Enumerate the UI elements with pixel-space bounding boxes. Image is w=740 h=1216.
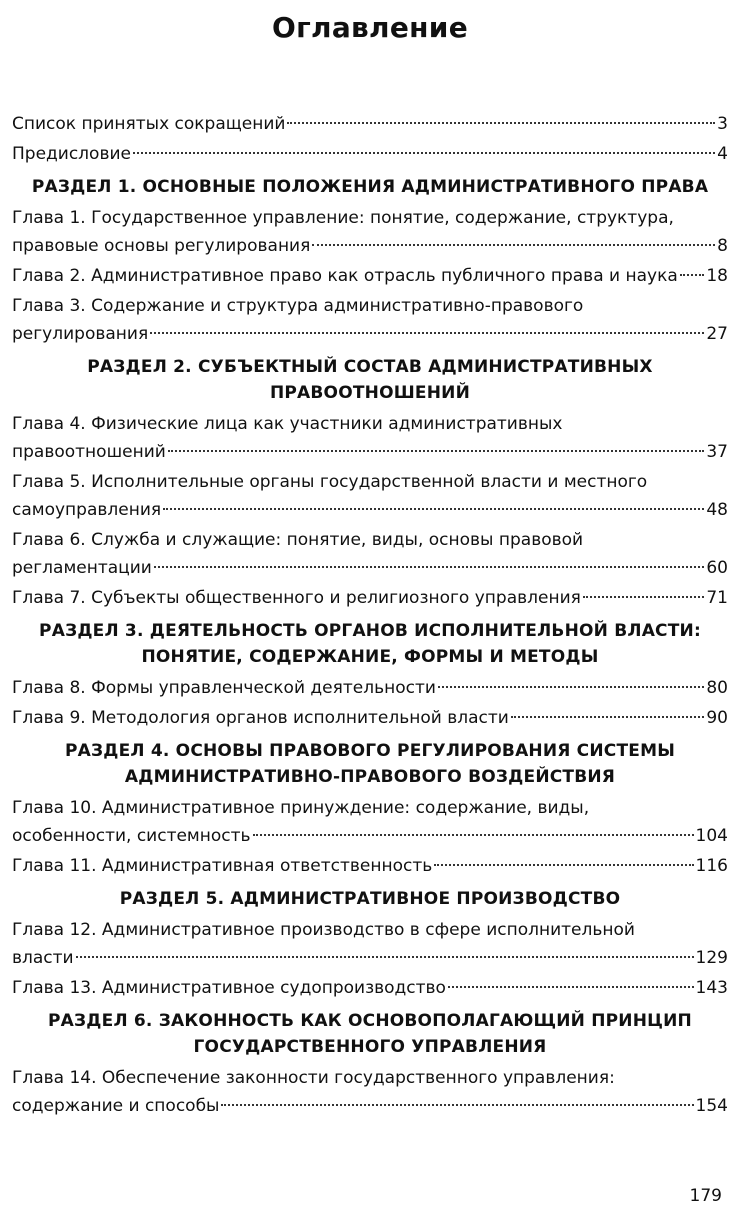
toc-entry-text: Глава 7. Субъекты общественного и религиозного управления (12, 588, 581, 608)
sections-container (12, 174, 728, 1120)
section-heading-line: РАЗДЕЛ 4. ОСНОВЫ ПРАВОВОГО РЕГУЛИРОВАНИЯ СИСТЕМЫ (64, 741, 676, 761)
toc-entry-text: власти (12, 948, 74, 968)
toc-entry-text: Глава 2. Административное право как отрасль публичного права и наука (12, 266, 678, 286)
table-of-contents (12, 110, 728, 1122)
toc-entry-page: 60 (706, 558, 728, 578)
leader-dots (287, 122, 715, 124)
section-heading-line: ПРАВООТНОШЕНИЙ (269, 383, 471, 403)
toc-entry[interactable] (12, 674, 728, 702)
toc-entry-text: регулирования (12, 324, 149, 344)
toc-entry-text: Глава 11. Административная ответственность (12, 856, 433, 876)
leader-dots (253, 834, 694, 836)
section-heading-line: РАЗДЕЛ 5. АДМИНИСТРАТИВНОЕ ПРОИЗВОДСТВО (119, 889, 621, 909)
section-heading-line: РАЗДЕЛ 1. ОСНОВНЫЕ ПОЛОЖЕНИЯ АДМИНИСТРАТИВНОГО ПРАВА (31, 177, 709, 197)
section-heading-line: ПОНЯТИЕ, СОДЕРЖАНИЕ, ФОРМЫ И МЕТОДЫ (141, 647, 599, 667)
leader-dots (438, 686, 704, 688)
leader-dots (168, 450, 705, 452)
toc-entry-text: регламентации (12, 558, 152, 578)
toc-entry-page: 129 (695, 948, 728, 968)
toc-entry-text: Глава 9. Методология органов исполнительной власти (12, 708, 509, 728)
leader-dots (434, 864, 693, 866)
toc-entry-page: 18 (706, 266, 728, 286)
toc-entry-page: 71 (706, 588, 728, 608)
page-number: 179 (689, 1186, 722, 1206)
section-heading-line: АДМИНИСТРАТИВНО-ПРАВОВОГО ВОЗДЕЙСТВИЯ (124, 767, 616, 787)
leader-dots (76, 956, 694, 958)
section-heading (12, 886, 728, 912)
section-heading (12, 354, 728, 406)
toc-entry-text: правоотношений (12, 442, 166, 462)
toc-entry-text: содержание и способы (12, 1096, 220, 1116)
section-heading (12, 738, 728, 790)
toc-entry-page: 90 (706, 708, 728, 728)
toc-entry[interactable] (12, 704, 728, 732)
leader-dots (312, 244, 715, 246)
toc-entry-text-line1: Глава 10. Административное принуждение: содержание, виды, (12, 798, 590, 818)
toc-entry-page: 37 (706, 442, 728, 462)
toc-entry-page: 3 (717, 114, 728, 134)
toc-entry[interactable] (12, 468, 728, 524)
toc-entry[interactable] (12, 410, 728, 466)
toc-entry-page: 116 (695, 856, 728, 876)
leader-dots (163, 508, 704, 510)
leader-dots (133, 152, 715, 154)
toc-entry[interactable] (12, 794, 728, 850)
section-heading-line: РАЗДЕЛ 3. ДЕЯТЕЛЬНОСТЬ ОРГАНОВ ИСПОЛНИТЕЛЬНОЙ ВЛАСТИ: (39, 621, 701, 641)
toc-entry[interactable] (12, 584, 728, 612)
section-heading (12, 174, 728, 200)
toc-entry-page: 48 (706, 500, 728, 520)
toc-entry-text: Глава 8. Формы управленческой деятельности (12, 678, 436, 698)
section-heading-line: ГОСУДАРСТВЕННОГО УПРАВЛЕНИЯ (193, 1037, 547, 1057)
toc-entry-page: 4 (717, 144, 728, 164)
leader-dots (150, 332, 704, 334)
toc-entry[interactable] (12, 262, 728, 290)
toc-entry-text-line1: Глава 3. Содержание и структура административно-правового (12, 296, 584, 316)
toc-entry-text-line1: Глава 14. Обеспечение законности государственного управления: (12, 1068, 615, 1088)
toc-entry-text: самоуправления (12, 500, 162, 520)
toc-entry[interactable] (12, 292, 728, 348)
toc-entry-page: 143 (695, 978, 728, 998)
section-heading-line: РАЗДЕЛ 2. СУБЪЕКТНЫЙ СОСТАВ АДМИНИСТРАТИВНЫХ (87, 357, 653, 377)
toc-entry-page: 154 (695, 1096, 728, 1116)
toc-entry-text-line1: Глава 12. Административное производство в сфере исполнительной (12, 920, 635, 940)
toc-entry[interactable] (12, 916, 728, 972)
section-heading-line: РАЗДЕЛ 6. ЗАКОННОСТЬ КАК ОСНОВОПОЛАГАЮЩИЙ ПРИНЦИП (48, 1011, 692, 1031)
page-title: Оглавление (271, 11, 468, 44)
leader-dots (583, 596, 705, 598)
leader-dots (511, 716, 705, 718)
toc-entry[interactable] (12, 1064, 728, 1120)
toc-entry-text: Список принятых сокращений (12, 114, 286, 134)
toc-entry[interactable] (12, 140, 728, 168)
toc-entry-text: Предисловие (12, 144, 131, 164)
toc-entry-text: Глава 13. Административное судопроизводство (12, 978, 446, 998)
toc-entry-text-line1: Глава 1. Государственное управление: понятие, содержание, структура, (12, 208, 674, 228)
leader-dots (448, 986, 694, 988)
leader-dots (680, 274, 705, 276)
toc-entry[interactable] (12, 110, 728, 138)
toc-entry-page: 104 (695, 826, 728, 846)
toc-entry-text-line1: Глава 5. Исполнительные органы государственной власти и местного (12, 472, 648, 492)
section-heading (12, 1008, 728, 1060)
toc-entry-text-line1: Глава 4. Физические лица как участники административных (12, 414, 563, 434)
leader-dots (221, 1104, 693, 1106)
toc-entry[interactable] (12, 204, 728, 260)
toc-entry-page: 27 (706, 324, 728, 344)
toc-entry-page: 80 (706, 678, 728, 698)
leader-dots (154, 566, 705, 568)
section-heading (12, 618, 728, 670)
toc-entry-text: особенности, системность (12, 826, 251, 846)
toc-entry[interactable] (12, 526, 728, 582)
toc-entry[interactable] (12, 852, 728, 880)
toc-entry-page: 8 (717, 236, 728, 256)
toc-entry-text: правовые основы регулирования (12, 236, 311, 256)
toc-entry-text-line1: Глава 6. Служба и служащие: понятие, виды, основы правовой (12, 530, 584, 550)
toc-entry[interactable] (12, 974, 728, 1002)
